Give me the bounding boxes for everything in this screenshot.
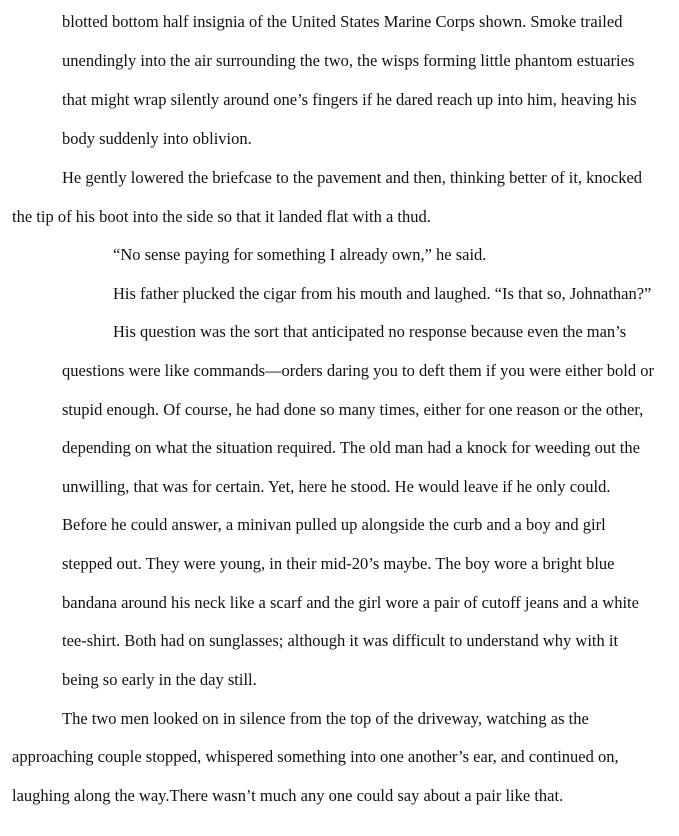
text-line: approaching couple stopped, whispered something into one another’s ear, and continued on,	[12, 747, 619, 766]
text-line: His father plucked the cigar from his mouth and laughed. “Is that so, Johnathan?”	[113, 284, 652, 303]
text-line: He gently lowered the briefcase to the pavement and then, thinking better of it, knocked	[62, 168, 643, 187]
text-line: being so early in the day still.	[62, 670, 257, 689]
text-line: unendingly into the air surrounding the two, the wisps forming little phantom estuaries	[62, 51, 635, 70]
text-line: the tip of his boot into the side so that it landed flat with a thud.	[12, 207, 431, 226]
text-line: stupid enough. Of course, he had done so many times, either for one reason or the other,	[62, 400, 644, 419]
text-line: laughing along the way.There wasn’t much any one could say about a pair like that.	[12, 786, 564, 805]
text-line: body suddenly into oblivion.	[62, 129, 252, 148]
text-line: Before he could answer, a minivan pulled up alongside the curb and a boy and girl	[62, 515, 606, 534]
text-line: tee-shirt. Both had on sunglasses; although it was difficult to understand why with it	[62, 631, 619, 650]
text-line: that might wrap silently around one’s fingers if he dared reach up into him, heaving his	[62, 90, 637, 109]
text-line: depending on what the situation required. The old man had a knock for weeding out the	[62, 438, 640, 457]
text-line: The two men looked on in silence from the top of the driveway, watching as the	[62, 709, 589, 728]
text-line: bandana around his neck like a scarf and the girl wore a pair of cutoff jeans and a white	[62, 593, 639, 612]
text-line: unwilling, that was for certain. Yet, here he stood. He would leave if he only could.	[62, 477, 611, 496]
text-line: His question was the sort that anticipated no response because even the man’s	[113, 322, 627, 341]
text-line: stepped out. They were young, in their mid-20’s maybe. The boy wore a bright blue	[62, 554, 615, 573]
text-line: “No sense paying for something I already own,” he said.	[113, 245, 487, 264]
text-line: questions were like commands—orders daring you to deft them if you were either bold or	[62, 361, 655, 380]
text-line: blotted bottom half insignia of the United States Marine Corps shown. Smoke trailed	[62, 12, 623, 31]
